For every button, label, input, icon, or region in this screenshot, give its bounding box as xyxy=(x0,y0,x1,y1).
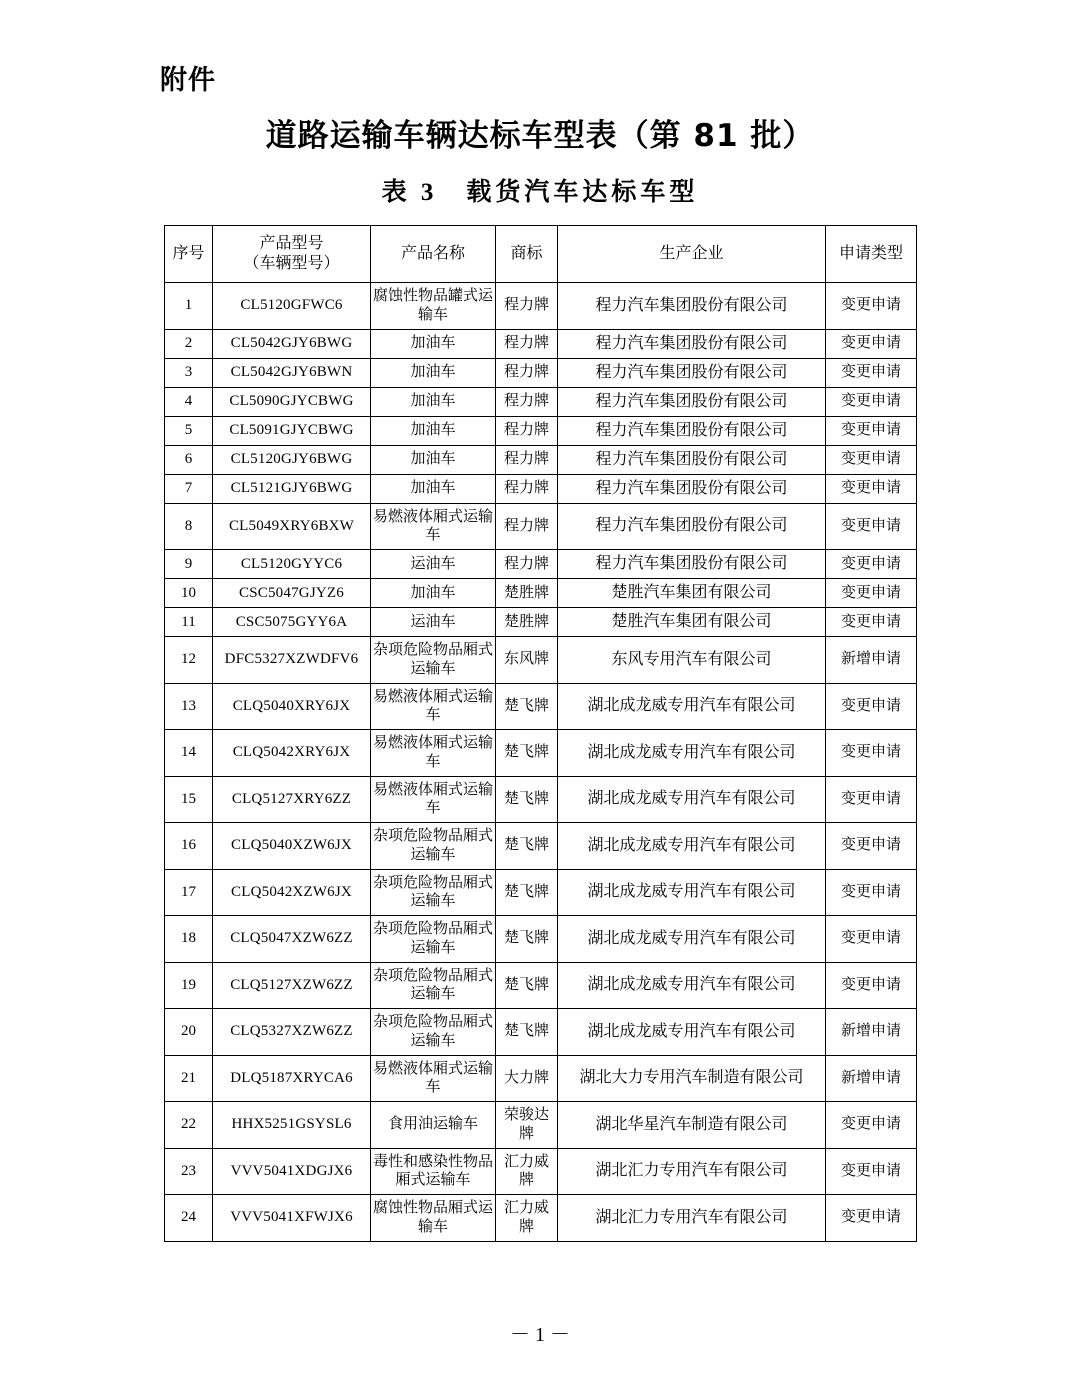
table-row xyxy=(165,1055,917,1102)
table-row xyxy=(165,1009,917,1056)
cell-apply-type: 变更申请 xyxy=(826,1195,917,1242)
cell-brand: 楚飞牌 xyxy=(496,1009,558,1056)
header-index: 序号 xyxy=(165,226,213,283)
cell-index: 21 xyxy=(165,1055,213,1102)
table-row xyxy=(165,730,917,777)
cell-index: 8 xyxy=(165,503,213,550)
cell-manufacturer: 湖北成龙威专用汽车有限公司 xyxy=(558,776,826,823)
cell-index: 16 xyxy=(165,823,213,870)
cell-apply-type: 变更申请 xyxy=(826,416,917,445)
cell-apply-type: 变更申请 xyxy=(826,283,917,330)
cell-model: CLQ5042XRY6JX xyxy=(213,730,371,777)
cell-brand: 荣骏达牌 xyxy=(496,1102,558,1149)
table-row xyxy=(165,823,917,870)
cell-product-name: 杂项危险物品厢式运输车 xyxy=(371,869,496,916)
cell-product-name: 杂项危险物品厢式运输车 xyxy=(371,916,496,963)
cell-manufacturer: 程力汽车集团股份有限公司 xyxy=(558,387,826,416)
cell-manufacturer: 程力汽车集团股份有限公司 xyxy=(558,283,826,330)
cell-index: 24 xyxy=(165,1195,213,1242)
cell-index: 5 xyxy=(165,416,213,445)
cell-product-name: 加油车 xyxy=(371,329,496,358)
cell-index: 10 xyxy=(165,579,213,608)
cell-brand: 程力牌 xyxy=(496,550,558,579)
cell-product-name: 腐蚀性物品罐式运输车 xyxy=(371,283,496,330)
cell-apply-type: 变更申请 xyxy=(826,823,917,870)
cell-brand: 程力牌 xyxy=(496,387,558,416)
cell-manufacturer: 东风专用汽车有限公司 xyxy=(558,637,826,684)
table-row xyxy=(165,962,917,1009)
table-row xyxy=(165,474,917,503)
cell-product-name: 易燃液体厢式运输车 xyxy=(371,776,496,823)
cell-apply-type: 变更申请 xyxy=(826,503,917,550)
cell-brand: 楚胜牌 xyxy=(496,608,558,637)
cell-model: VVV5041XFWJX6 xyxy=(213,1195,371,1242)
cell-brand: 程力牌 xyxy=(496,283,558,330)
cell-manufacturer: 湖北大力专用汽车制造有限公司 xyxy=(558,1055,826,1102)
table-row xyxy=(165,608,917,637)
cell-manufacturer: 程力汽车集团股份有限公司 xyxy=(558,503,826,550)
cell-product-name: 运油车 xyxy=(371,608,496,637)
cell-manufacturer: 楚胜汽车集团有限公司 xyxy=(558,608,826,637)
cell-model: CL5049XRY6BXW xyxy=(213,503,371,550)
cell-apply-type: 变更申请 xyxy=(826,683,917,730)
cell-brand: 东风牌 xyxy=(496,637,558,684)
cell-index: 11 xyxy=(165,608,213,637)
cell-model: CLQ5127XRY6ZZ xyxy=(213,776,371,823)
cell-product-name: 加油车 xyxy=(371,474,496,503)
cell-index: 3 xyxy=(165,358,213,387)
cell-brand: 汇力威牌 xyxy=(496,1148,558,1195)
table-row xyxy=(165,358,917,387)
table-row xyxy=(165,637,917,684)
cell-index: 23 xyxy=(165,1148,213,1195)
cell-manufacturer: 湖北成龙威专用汽车有限公司 xyxy=(558,962,826,1009)
cell-model: CSC5075GYY6A xyxy=(213,608,371,637)
cell-model: CL5121GJY6BWG xyxy=(213,474,371,503)
cell-model: HHX5251GSYSL6 xyxy=(213,1102,371,1149)
cell-manufacturer: 湖北华星汽车制造有限公司 xyxy=(558,1102,826,1149)
cell-index: 4 xyxy=(165,387,213,416)
cell-manufacturer: 程力汽车集团股份有限公司 xyxy=(558,445,826,474)
cell-brand: 楚飞牌 xyxy=(496,730,558,777)
cell-manufacturer: 湖北成龙威专用汽车有限公司 xyxy=(558,1009,826,1056)
cell-product-name: 易燃液体厢式运输车 xyxy=(371,1055,496,1102)
cell-model: DFC5327XZWDFV6 xyxy=(213,637,371,684)
table-row xyxy=(165,579,917,608)
cell-manufacturer: 楚胜汽车集团有限公司 xyxy=(558,579,826,608)
cell-apply-type: 变更申请 xyxy=(826,608,917,637)
table-row xyxy=(165,1102,917,1149)
table-header xyxy=(165,226,917,283)
cell-apply-type: 变更申请 xyxy=(826,962,917,1009)
vehicle-table-container xyxy=(164,225,916,1242)
cell-apply-type: 变更申请 xyxy=(826,358,917,387)
cell-manufacturer: 程力汽车集团股份有限公司 xyxy=(558,358,826,387)
table-row xyxy=(165,869,917,916)
cell-index: 9 xyxy=(165,550,213,579)
cell-apply-type: 变更申请 xyxy=(826,445,917,474)
cell-model: CLQ5327XZW6ZZ xyxy=(213,1009,371,1056)
cell-manufacturer: 湖北成龙威专用汽车有限公司 xyxy=(558,916,826,963)
cell-manufacturer: 湖北汇力专用汽车有限公司 xyxy=(558,1148,826,1195)
table-row xyxy=(165,683,917,730)
page-number: － 1 － xyxy=(510,1324,570,1346)
page-title: 道路运输车辆达标车型表（第 81 批） xyxy=(265,118,815,154)
cell-index: 2 xyxy=(165,329,213,358)
cell-model: VVV5041XDGJX6 xyxy=(213,1148,371,1195)
header-manufacturer: 生产企业 xyxy=(558,226,826,283)
cell-brand: 楚飞牌 xyxy=(496,916,558,963)
cell-model: CL5042GJY6BWG xyxy=(213,329,371,358)
cell-model: CLQ5127XZW6ZZ xyxy=(213,962,371,1009)
cell-apply-type: 变更申请 xyxy=(826,474,917,503)
cell-apply-type: 变更申请 xyxy=(826,329,917,358)
table-row xyxy=(165,503,917,550)
cell-product-name: 加油车 xyxy=(371,358,496,387)
header-brand: 商标 xyxy=(496,226,558,283)
vehicle-table xyxy=(164,225,917,1242)
header-apply-type: 申请类型 xyxy=(826,226,917,283)
table-row xyxy=(165,445,917,474)
cell-apply-type: 新增申请 xyxy=(826,1009,917,1056)
cell-model: CL5091GJYCBWG xyxy=(213,416,371,445)
table-header-row xyxy=(165,226,917,283)
cell-model: CLQ5040XRY6JX xyxy=(213,683,371,730)
cell-index: 19 xyxy=(165,962,213,1009)
cell-product-name: 加油车 xyxy=(371,579,496,608)
cell-index: 15 xyxy=(165,776,213,823)
cell-index: 12 xyxy=(165,637,213,684)
cell-manufacturer: 程力汽车集团股份有限公司 xyxy=(558,416,826,445)
cell-product-name: 杂项危险物品厢式运输车 xyxy=(371,1009,496,1056)
cell-brand: 程力牌 xyxy=(496,474,558,503)
cell-apply-type: 变更申请 xyxy=(826,1148,917,1195)
cell-brand: 程力牌 xyxy=(496,358,558,387)
cell-index: 20 xyxy=(165,1009,213,1056)
cell-index: 7 xyxy=(165,474,213,503)
cell-model: CL5120GJY6BWG xyxy=(213,445,371,474)
cell-index: 18 xyxy=(165,916,213,963)
table-row xyxy=(165,387,917,416)
cell-model: DLQ5187XRYCA6 xyxy=(213,1055,371,1102)
cell-brand: 大力牌 xyxy=(496,1055,558,1102)
cell-model: CLQ5047XZW6ZZ xyxy=(213,916,371,963)
cell-index: 6 xyxy=(165,445,213,474)
cell-product-name: 易燃液体厢式运输车 xyxy=(371,683,496,730)
cell-apply-type: 变更申请 xyxy=(826,579,917,608)
cell-manufacturer: 湖北成龙威专用汽车有限公司 xyxy=(558,823,826,870)
cell-product-name: 杂项危险物品厢式运输车 xyxy=(371,637,496,684)
cell-index: 1 xyxy=(165,283,213,330)
cell-product-name: 运油车 xyxy=(371,550,496,579)
cell-apply-type: 变更申请 xyxy=(826,730,917,777)
cell-model: CL5120GFWC6 xyxy=(213,283,371,330)
cell-product-name: 易燃液体厢式运输车 xyxy=(371,503,496,550)
cell-brand: 程力牌 xyxy=(496,503,558,550)
cell-index: 17 xyxy=(165,869,213,916)
table-caption: 表 3 载货汽车达标车型 xyxy=(381,179,699,206)
cell-apply-type: 变更申请 xyxy=(826,387,917,416)
cell-model: CL5090GJYCBWG xyxy=(213,387,371,416)
cell-product-name: 杂项危险物品厢式运输车 xyxy=(371,962,496,1009)
cell-product-name: 加油车 xyxy=(371,416,496,445)
cell-brand: 汇力威牌 xyxy=(496,1195,558,1242)
cell-model: CLQ5040XZW6JX xyxy=(213,823,371,870)
cell-brand: 楚飞牌 xyxy=(496,823,558,870)
cell-index: 22 xyxy=(165,1102,213,1149)
table-row xyxy=(165,1148,917,1195)
table-row xyxy=(165,776,917,823)
header-product-name: 产品名称 xyxy=(371,226,496,283)
cell-manufacturer: 程力汽车集团股份有限公司 xyxy=(558,474,826,503)
table-body xyxy=(165,283,917,1242)
cell-manufacturer: 湖北成龙威专用汽车有限公司 xyxy=(558,683,826,730)
cell-product-name: 加油车 xyxy=(371,387,496,416)
cell-model: CL5120GYYC6 xyxy=(213,550,371,579)
cell-apply-type: 变更申请 xyxy=(826,869,917,916)
cell-model: CSC5047GJYZ6 xyxy=(213,579,371,608)
cell-brand: 楚飞牌 xyxy=(496,683,558,730)
cell-brand: 楚飞牌 xyxy=(496,962,558,1009)
table-row xyxy=(165,1195,917,1242)
cell-model: CL5042GJY6BWN xyxy=(213,358,371,387)
cell-index: 14 xyxy=(165,730,213,777)
cell-brand: 程力牌 xyxy=(496,416,558,445)
cell-manufacturer: 湖北成龙威专用汽车有限公司 xyxy=(558,869,826,916)
header-model-line1: 产品型号 xyxy=(259,235,324,252)
table-row xyxy=(165,329,917,358)
cell-product-name: 易燃液体厢式运输车 xyxy=(371,730,496,777)
cell-manufacturer: 湖北汇力专用汽车有限公司 xyxy=(558,1195,826,1242)
cell-manufacturer: 湖北成龙威专用汽车有限公司 xyxy=(558,730,826,777)
table-row xyxy=(165,283,917,330)
table-row xyxy=(165,416,917,445)
cell-apply-type: 变更申请 xyxy=(826,916,917,963)
cell-product-name: 杂项危险物品厢式运输车 xyxy=(371,823,496,870)
table-row xyxy=(165,916,917,963)
cell-manufacturer: 程力汽车集团股份有限公司 xyxy=(558,329,826,358)
header-model-line2: （车辆型号） xyxy=(243,255,340,272)
cell-product-name: 食用油运输车 xyxy=(371,1102,496,1149)
cell-product-name: 腐蚀性物品厢式运输车 xyxy=(371,1195,496,1242)
cell-index: 13 xyxy=(165,683,213,730)
cell-manufacturer: 程力汽车集团股份有限公司 xyxy=(558,550,826,579)
table-row xyxy=(165,550,917,579)
cell-apply-type: 变更申请 xyxy=(826,776,917,823)
cell-product-name: 毒性和感染性物品厢式运输车 xyxy=(371,1148,496,1195)
cell-model: CLQ5042XZW6JX xyxy=(213,869,371,916)
cell-brand: 程力牌 xyxy=(496,329,558,358)
cell-apply-type: 变更申请 xyxy=(826,1102,917,1149)
cell-brand: 楚飞牌 xyxy=(496,869,558,916)
header-model xyxy=(213,226,371,283)
cell-apply-type: 新增申请 xyxy=(826,637,917,684)
cell-apply-type: 新增申请 xyxy=(826,1055,917,1102)
cell-brand: 程力牌 xyxy=(496,445,558,474)
cell-apply-type: 变更申请 xyxy=(826,550,917,579)
cell-product-name: 加油车 xyxy=(371,445,496,474)
attachment-label: 附件 xyxy=(160,65,216,96)
cell-brand: 楚胜牌 xyxy=(496,579,558,608)
cell-brand: 楚飞牌 xyxy=(496,776,558,823)
